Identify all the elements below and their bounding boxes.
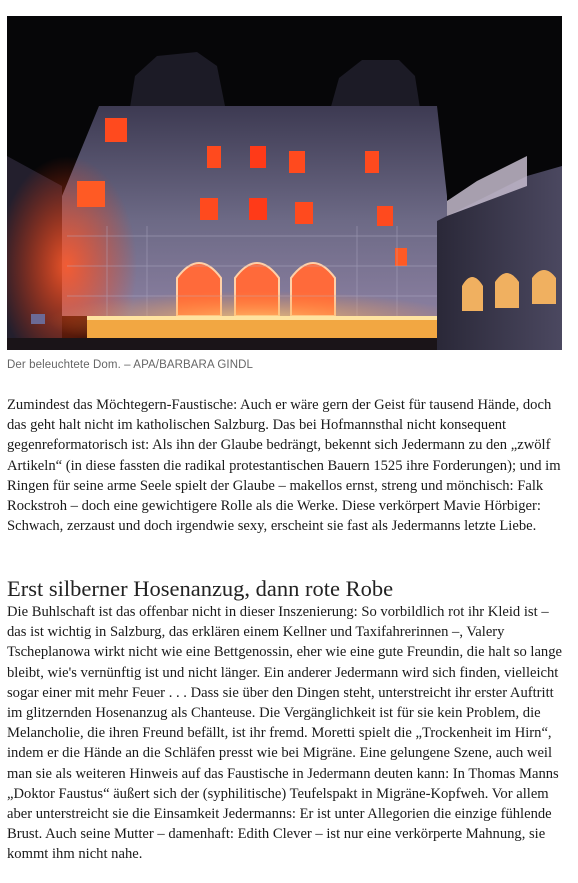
- photo-caption: Der beleuchtete Dom. – APA/BARBARA GINDL: [7, 359, 254, 371]
- article-paragraph: Die Buhlschaft ist das offenbar nicht in dieser Inszenierung: So vorbildlich rot ihr Kleid ist – das ist wichtig in Salzburg, das erklären einem Kellner und Taxifahrerinnen –, Valery Tscheplanowa wirkt nicht wie eine Bettgenossin, eher wie eine gute Freundin, die halt so lange bleibt, wie's vernünftig ist und nicht länger. Ein anderer Jedermann wird sich finden, vielleicht sogar einer mit mehr Feuer . . . Dass sie über den Dingen steht, unterstreicht ihr erster Auftritt im glitzernden Hosenanzug als Chanteuse. Die Vergänglichkeit ist für sie kein Problem, die Melancholie, die ihren Freund befällt, ist ihr fremd. Moretti spielt die „Trockenheit im Hirn“, indem er die Hände an die Schläfen presst wie bei Migräne. Eine gelungene Szene, auch weil man sie als weiteren Hinweis auf das Faustische in Jedermann deuten kann: In Thomas Manns „Doktor Faustus“ äußert sich der (syphilitische) Teufelspakt in Migräne-Kopfweh. Vor allem aber unterstreicht sie die Einsamkeit Jedermanns: Er ist unter Allegorien die einzige fühlende Brust. Auch seine Mutter – damenhaft: Edith Clever – ist nur eine verkörperte Mahnung, sie kommt ihm nicht nahe.: [7, 604, 563, 863]
- section-heading: Erst silberner Hosenanzug, dann rote Robe: [7, 576, 394, 601]
- cathedral-night-illustration: [7, 16, 562, 350]
- article-paragraph: Zumindest das Möchtegern-Faustische: Auch er wäre gern der Geist für tausend Hände, doch das geht halt nicht im katholischen Salzburg. Das bei Hofmannsthal nicht konsequent gegenreformatorisch ist: Als ihn der Glaube bedrängt, bekennt sich Jedermann zu den „zwölf Artikeln“ (in diese fassten die radikal protestantischen Bauern 1525 ihre Forderungen); und im Ringen für seine arme Seele spielt der Glaube – makellos ernst, streng und mönchisch: Falk Rockstroh – doch eine gewichtigere Rolle als die Werke. Diese verkörpert Mavie Hörbiger: Schwach, zerzaust und doch irgendwie sexy, erscheint sie fast als Jedermanns letzte Liebe.: [7, 397, 561, 535]
- article-photo: [7, 16, 562, 350]
